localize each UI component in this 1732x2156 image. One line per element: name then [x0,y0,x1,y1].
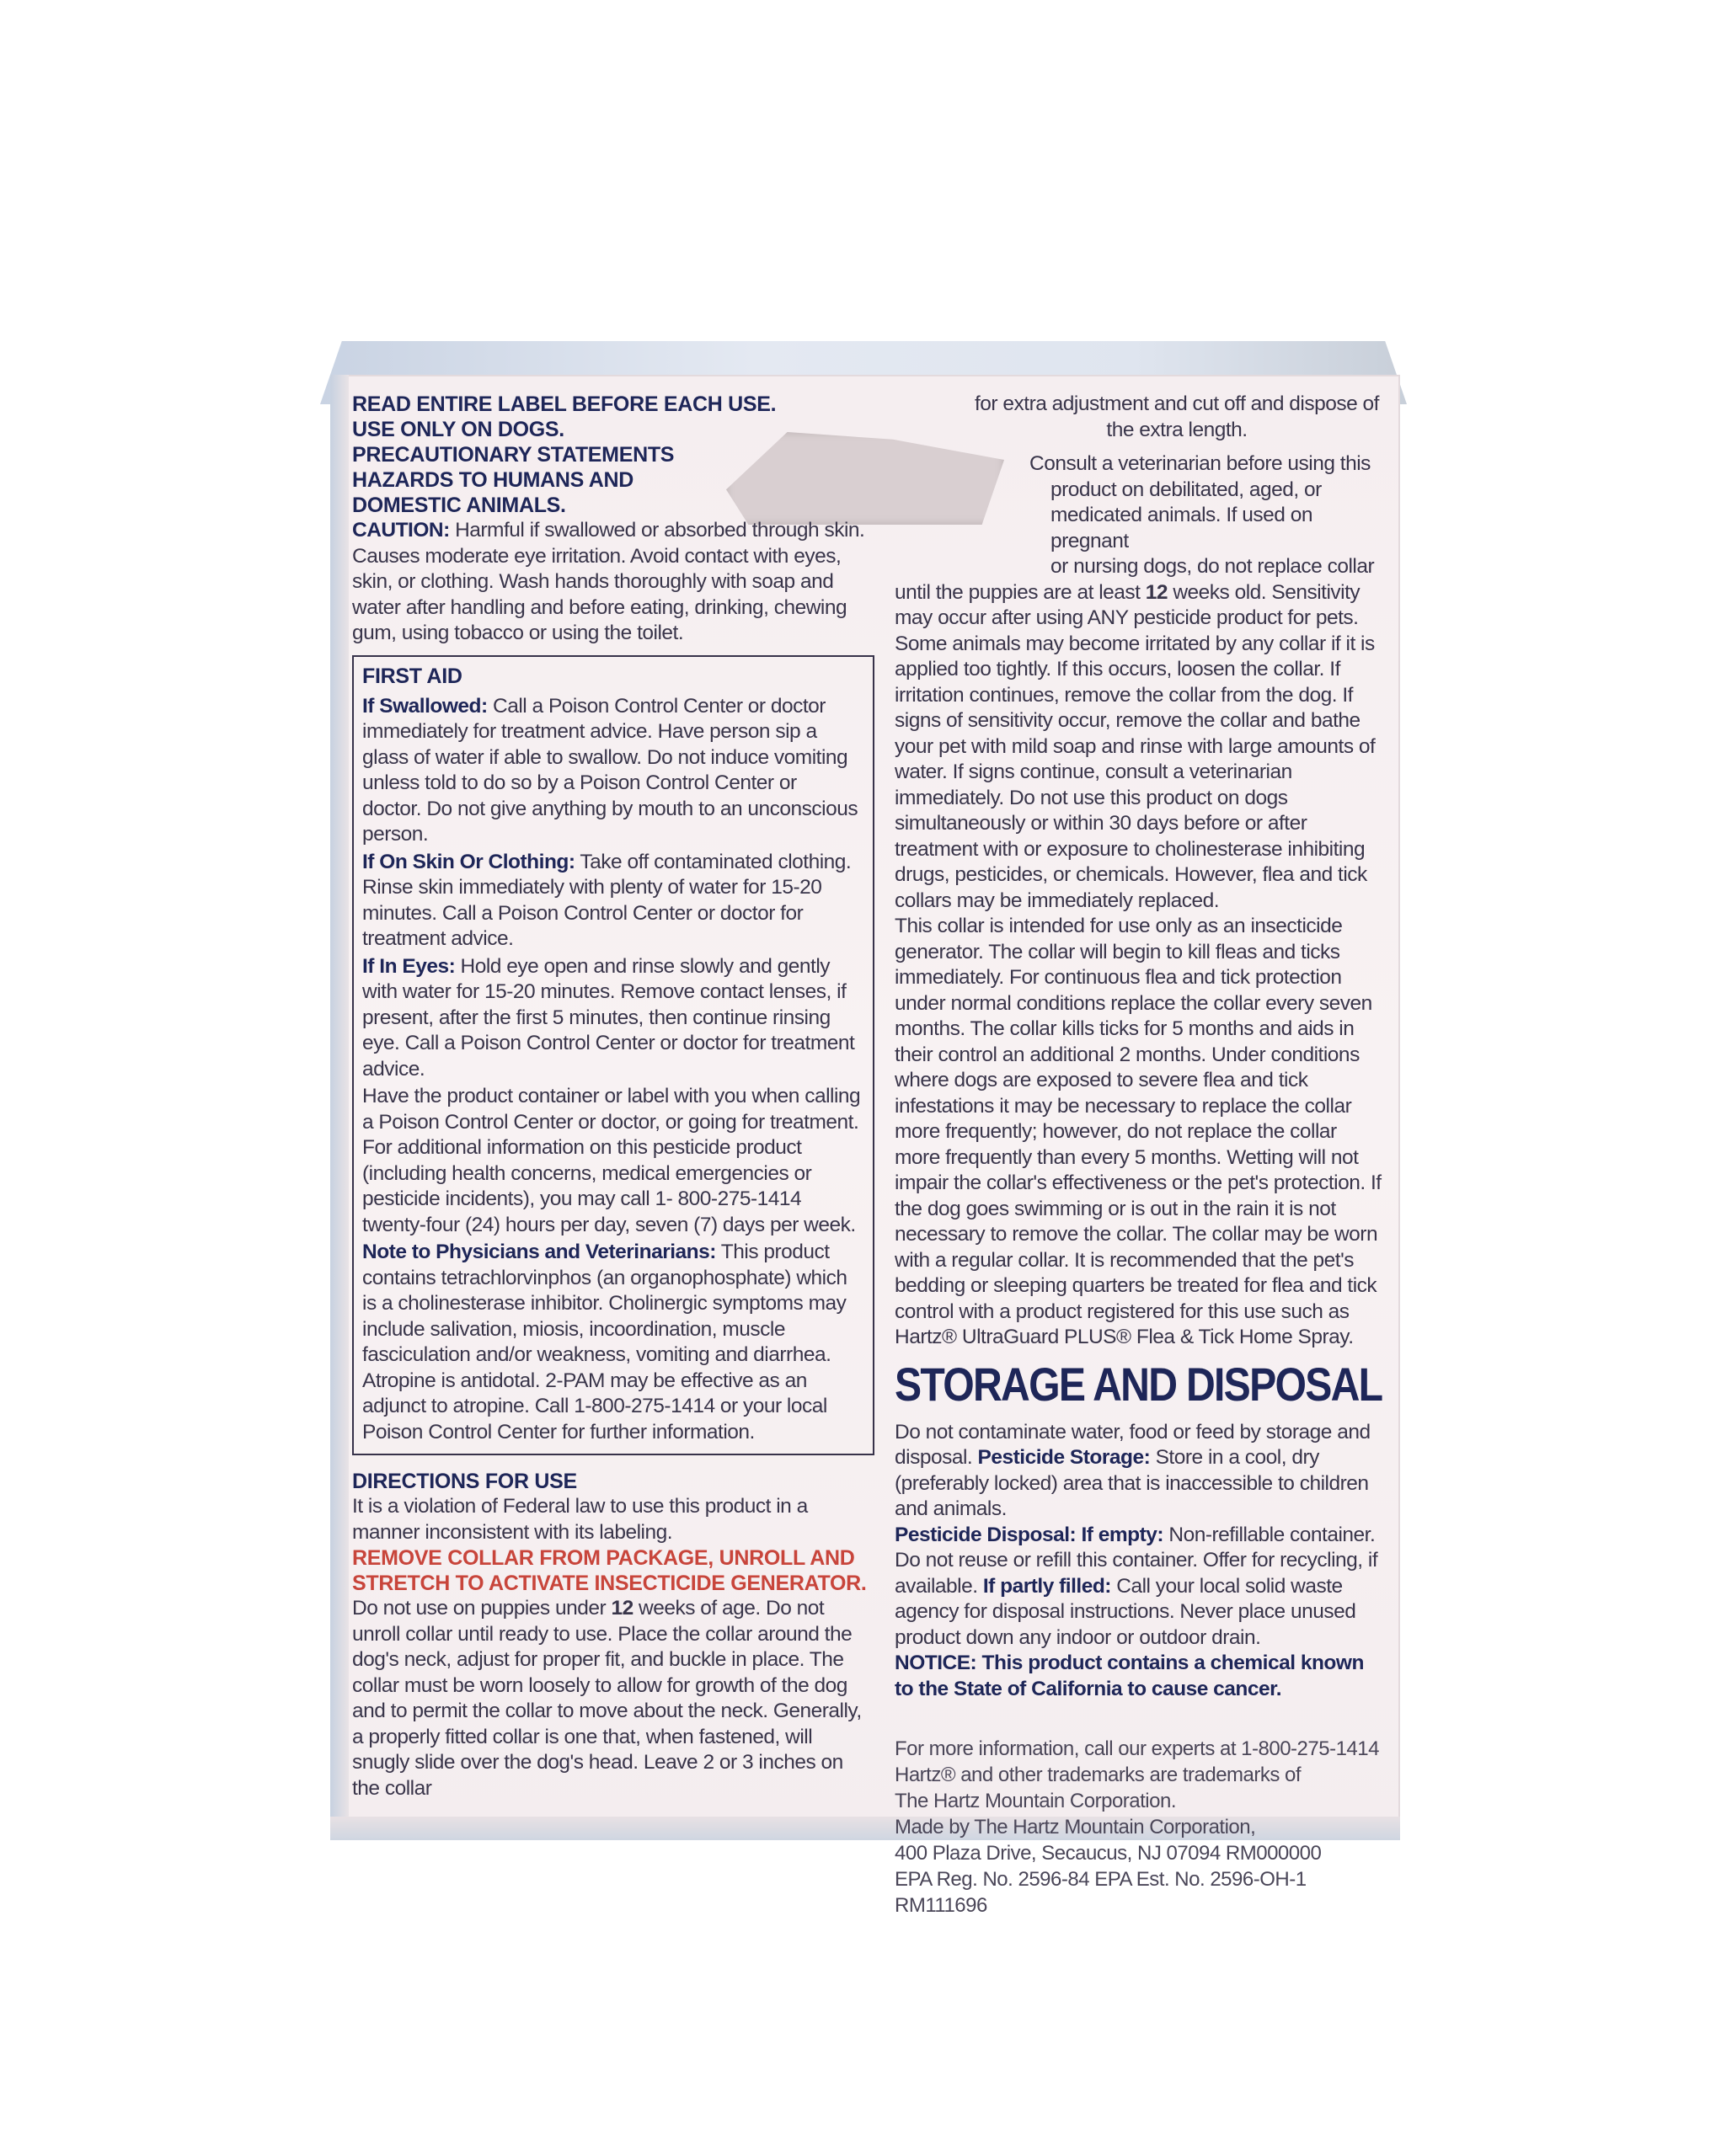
right-column [895,392,1383,1919]
left-column [352,392,874,1801]
puppies-weeks: 12 [611,1597,633,1620]
swallowed-text: Call a Poison Control Center or doctor immediately for treatment advice. Have person sip a glass of water if able to swallow. Do not induce vomiting unless told to do so by a Poison Control Center or doctor. Do not give anything by mouth to an unconscious person. [362,694,858,846]
info-line-1: For more information, call our experts at 1-800-275-1414 [895,1737,1379,1760]
consult-paragraph [895,580,1383,915]
storage-text-1: Do not contaminate water, food or feed by storage and disposal. [895,1420,1371,1469]
directions-heading: DIRECTIONS FOR USE [352,1470,577,1493]
partly-text: Call your local solid waste agency for disposal instructions. Never place unused product down any indoor or outdoor drain. [895,1574,1356,1649]
physicians-text: This product contains tetrachlorvinphos (an organophosphate) which is a cholinesterase inhibitor. Cholinergic symptoms may include salivation, miosis, incoordination, muscle fasciculation and/or weakness, vomiting and diarrhea. Atropine is antidotal. 2-PAM may be effective as an adjunct to atropine. Call 1-800-275-1414 or your local Poison Control Center for further information. [362,1241,847,1444]
product-box-back [330,375,1400,1917]
puppies-text-2: weeks of age. Do not unroll collar until ready to use. Place the collar around the dog's neck, adjust for proper fit, and buckle in place. The collar must be worn loosely to allow for growth of the dog and to permit the collar to move about the neck. Generally, a properly fitted collar is one that, when fastened, will snugly slide over the dog's head. Leave 2 or 3 inches on the collar [352,1597,862,1800]
disposal-text: Non-refillable container. Do not reuse or refill this container. Offer for recycling, if available. [895,1523,1378,1598]
consult-weeks: 12 [1145,580,1168,604]
consult-line-1: Consult a veterinarian before using this [1029,452,1371,475]
skin-paragraph [362,850,861,953]
partly-label: If partly filled: [982,1574,1111,1598]
adjust-paragraph: for extra adjustment and cut off and dispose of the extra length. [975,392,1379,441]
storage-paragraph [895,1420,1383,1523]
info-line-5: 400 Plaza Drive, Secaucus, NJ 07094 RM000000 [895,1842,1322,1865]
california-notice: NOTICE: This product contains a chemical known to the State of California to cause cancer. [895,1652,1364,1700]
info-line-7: RM111696 [895,1894,987,1917]
hazards-heading-1: HAZARDS TO HUMANS AND [352,468,633,492]
first-aid-heading: FIRST AID [362,664,462,688]
skin-text: Take off contaminated clothing. Rinse skin immediately with plenty of water for 15-20 minutes. Call a Poison Control Center or doctor for treatment advice. [362,850,852,950]
caution-label: CAUTION: [352,519,450,542]
storage-disposal-heading: STORAGE AND DISPOSAL [895,1357,1382,1411]
info-line-4: Made by The Hartz Mountain Corporation, [895,1816,1256,1838]
read-label-heading: READ ENTIRE LABEL BEFORE EACH USE. [352,392,777,416]
info-line-2: Hartz® and other trademarks are trademarks of [895,1764,1302,1786]
caution-paragraph [352,518,874,647]
swallowed-paragraph [362,694,861,848]
consult-text-5a: until the puppies are at least [895,580,1146,604]
directions-paragraph: It is a violation of Federal law to use this product in a manner inconsistent with its labeling. [352,1495,808,1544]
manufacturer-info [895,1736,1383,1919]
consult-line-2: product on debilitated, aged, or [1050,478,1322,501]
remove-collar-warning: REMOVE COLLAR FROM PACKAGE, UNROLL AND STRETCH TO ACTIVATE INSECTICIDE GENERATOR. [352,1546,867,1595]
box-side-edge [330,375,349,1840]
info-line-6: EPA Reg. No. 2596-84 EPA Est. No. 2596-OH-1 [895,1868,1307,1891]
consult-line-3: medicated animals. If used on pregnant [1050,504,1312,552]
puppies-paragraph [352,1596,874,1801]
consult-text-5b: weeks old. Sensitivity may occur after using ANY pesticide product for pets. Some animals may become irritated by any collar if it is applied too tightly. If this occurs, loosen the collar. If irritation continues, remove the collar from the dog. If signs of sensitivity occur, remove the collar and bathe your pet with mild soap and rinse with large amounts of water. If signs continue, consult a veterinarian immediately. Do not use this product on dogs simultaneously or within 30 days before or after treatment with or exposure to cholinesterase inhibiting drugs, pesticides, or chemicals. However, flea and tick collars may be immediately replaced. [895,580,1376,912]
physicians-paragraph [362,1240,861,1445]
hazards-heading-2: DOMESTIC ANIMALS. [352,494,566,517]
info-line-3: The Hartz Mountain Corporation. [895,1790,1176,1812]
caution-text: Harmful if swallowed or absorbed through skin. Causes moderate eye irritation. Avoid contact with eyes, skin, or clothing. Wash hands thoroughly with soap and water after handling and before eating, drinking, chewing gum, using tobacco or using the toilet. [352,519,865,644]
consult-line-4: or nursing dogs, do not replace collar [1050,555,1375,578]
generator-paragraph: This collar is intended for use only as an insecticide generator. The collar will begin to kill fleas and ticks immediately. For continuous flea and tick protection under normal conditions replace the collar every seven months. The collar kills ticks for 5 months and aids in their control an additional 2 months. Under conditions where dogs are exposed to severe flea and tick infestations it may be necessary to replace the collar more frequently; however, do not replace the collar more frequently than every 5 months. Wetting will not impair the collar's effectiveness or the pet's protection. If the dog goes swimming or is out in the rain it is not necessary to remove the collar. The collar may be worn with a regular collar. It is recommended that the pet's bedding or sleeping quarters be treated for flea and tick control with a product registered for this use such as Hartz® UltraGuard PLUS® Flea & Tick Home Spray. [895,915,1382,1348]
first-aid-box [352,655,874,1456]
eyes-label: If In Eyes: [362,954,456,978]
disposal-label: Pesticide Disposal: If empty: [895,1523,1164,1546]
puppies-text-1: Do not use on puppies under [352,1597,612,1620]
precaution-heading: PRECAUTIONARY STATEMENTS [352,443,675,467]
storage-text-2: Store in a cool, dry (preferably locked) area that is inaccessible to children and animals. [895,1446,1369,1520]
disposal-paragraph [895,1523,1383,1652]
swallowed-label: If Swallowed: [362,694,488,718]
container-paragraph: Have the product container or label with you when calling a Poison Control Center or doctor, or going for treatment. For additional information on this pesticide product (including health concerns, medical emergencies or pesticide incidents), you may call 1- 800-275-1414 twenty-four (24) hours per day, seven (7) days per week. [362,1085,861,1236]
skin-label: If On Skin Or Clothing: [362,850,575,873]
use-only-heading: USE ONLY ON DOGS. [352,418,564,441]
storage-label: Pesticide Storage: [977,1446,1151,1469]
eyes-text: Hold eye open and rinse slowly and gently with water for 15-20 minutes. Remove contact lenses, if present, after the first 5 minutes, then continue rinsing eye. Call a Poison Control Center or doctor for treatment advice. [362,954,855,1081]
eyes-paragraph [362,954,861,1083]
physicians-label: Note to Physicians and Veterinarians: [362,1241,716,1263]
